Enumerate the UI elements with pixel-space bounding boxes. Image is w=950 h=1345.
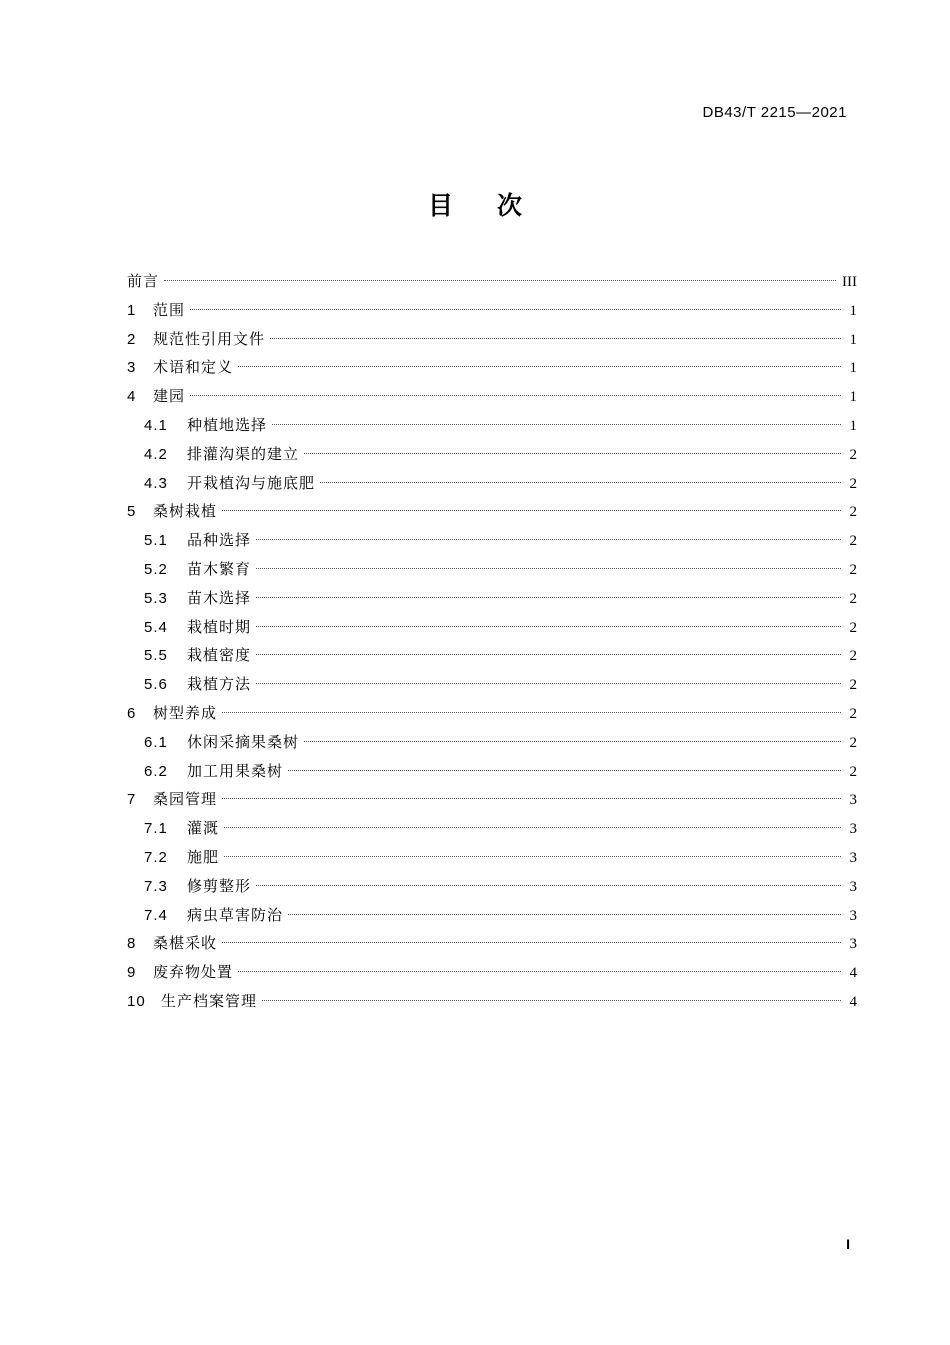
toc-entry-title: 灌溉 — [187, 819, 220, 838]
toc-entry[interactable] — [127, 929, 857, 958]
toc-entry-title: 种植地选择 — [187, 415, 268, 434]
toc-entry-title: 生产档案管理 — [161, 991, 258, 1010]
toc-entry[interactable] — [127, 584, 857, 613]
toc-entry-title: 栽植方法 — [187, 675, 252, 694]
toc-entry-title: 栽植时期 — [187, 617, 252, 636]
toc-entry[interactable] — [127, 785, 857, 814]
toc-entry-page: 1 — [849, 360, 857, 377]
toc-entry[interactable] — [127, 526, 857, 555]
dot-leader — [304, 741, 841, 742]
toc-entry[interactable] — [127, 497, 857, 526]
toc-entry-title: 修剪整形 — [187, 876, 252, 895]
toc-entry[interactable] — [127, 469, 857, 498]
dot-leader — [262, 1000, 841, 1001]
toc-entry[interactable] — [127, 757, 857, 786]
toc-entry-number: 7.2 — [144, 848, 168, 866]
toc-entry-number: 5.1 — [144, 532, 168, 550]
toc-entry-page: 3 — [849, 792, 857, 809]
dot-leader — [224, 827, 841, 828]
toc-entry[interactable] — [127, 872, 857, 901]
toc-entry[interactable] — [127, 728, 857, 757]
toc-entry-page: 2 — [849, 734, 857, 751]
document-code: DB43/T 2215—2021 — [702, 104, 847, 121]
toc-entry-title: 桑椹采收 — [153, 934, 218, 953]
dot-leader — [222, 510, 841, 511]
toc-entry-number: 5.4 — [144, 618, 168, 636]
toc-entry-page: 2 — [849, 648, 857, 665]
toc-entry-title: 排灌沟渠的建立 — [187, 444, 300, 463]
toc-entry-page: 2 — [849, 475, 857, 492]
toc-entry[interactable] — [127, 641, 857, 670]
dot-leader — [256, 597, 841, 598]
toc-entry-page: 3 — [849, 821, 857, 838]
toc-entry-number: 4 — [127, 388, 137, 406]
toc-entry-number: 3 — [127, 359, 137, 377]
toc-entry[interactable] — [127, 843, 857, 872]
toc-entry-page: 4 — [849, 965, 857, 982]
toc-entry-number: 5.3 — [144, 589, 168, 607]
toc-entry[interactable] — [127, 613, 857, 642]
toc-entry-page: 3 — [849, 849, 857, 866]
toc-entry-number: 9 — [127, 964, 137, 982]
toc-entry-number: 4.2 — [144, 445, 168, 463]
toc-entry-page: 2 — [849, 763, 857, 780]
toc-entry-title: 休闲采摘果桑树 — [187, 732, 300, 751]
dot-leader — [238, 971, 841, 972]
dot-leader — [272, 424, 841, 425]
toc-entry-page: 2 — [849, 446, 857, 463]
toc-entry-number: 5.6 — [144, 676, 168, 694]
toc-title: 目次 — [427, 191, 566, 220]
toc-entry-page: 2 — [849, 504, 857, 521]
toc-entry[interactable] — [127, 670, 857, 699]
dot-leader — [256, 885, 841, 886]
toc-entry-title: 品种选择 — [187, 531, 252, 550]
toc-entry-title: 开栽植沟与施底肥 — [187, 473, 316, 492]
toc-entry[interactable] — [127, 411, 857, 440]
dot-leader — [304, 453, 841, 454]
toc-entry-number: 8 — [127, 935, 137, 953]
dot-leader — [164, 280, 836, 281]
toc-entry-page: 2 — [849, 677, 857, 694]
toc-entry-number: 1 — [127, 301, 137, 319]
dot-leader — [256, 654, 841, 655]
toc-entry-number: 6 — [127, 704, 137, 722]
toc-entry-page: 3 — [849, 936, 857, 953]
toc-entry-number: 7.4 — [144, 906, 168, 924]
toc-entry-number: 4.3 — [144, 474, 168, 492]
toc-entry-title: 废弃物处置 — [153, 963, 234, 982]
toc-entry-page: 1 — [849, 417, 857, 434]
toc-entry-page: 4 — [849, 993, 857, 1010]
toc-entry-number: 7.1 — [144, 820, 168, 838]
toc-entry-number: 6.1 — [144, 733, 168, 751]
toc-entry[interactable] — [127, 353, 857, 382]
dot-leader — [238, 366, 841, 367]
toc-entry-page: 3 — [849, 907, 857, 924]
toc-entry-title: 前言 — [127, 272, 160, 290]
toc-entry-number: 5.2 — [144, 560, 168, 578]
toc-entry-number: 6.2 — [144, 762, 168, 780]
toc-entry[interactable] — [127, 325, 857, 354]
toc-entry[interactable] — [127, 440, 857, 469]
dot-leader — [190, 309, 841, 310]
toc-entry-title: 术语和定义 — [153, 358, 234, 377]
toc-entry-title: 病虫草害防治 — [187, 905, 284, 924]
toc-entry-title: 加工用果桑树 — [187, 761, 284, 780]
toc-entry-page: 2 — [849, 533, 857, 550]
toc-entry-page: 2 — [849, 705, 857, 722]
toc-entry-title: 施肥 — [187, 847, 220, 866]
dot-leader — [270, 338, 841, 339]
toc-entry[interactable] — [127, 296, 857, 325]
dot-leader — [256, 626, 841, 627]
dot-leader — [224, 856, 841, 857]
toc-entry-title: 苗木繁育 — [187, 559, 252, 578]
toc-entry[interactable] — [127, 382, 857, 411]
dot-leader — [288, 770, 841, 771]
toc-entry-number: 2 — [127, 330, 137, 348]
dot-leader — [190, 395, 841, 396]
toc-entry-page: III — [842, 274, 857, 290]
toc-entry[interactable] — [127, 555, 857, 584]
toc-entry-page: 1 — [849, 389, 857, 406]
dot-leader — [222, 798, 841, 799]
toc-entry[interactable] — [127, 814, 857, 843]
toc-entry-number: 5 — [127, 503, 137, 521]
toc-entry-title: 规范性引用文件 — [153, 329, 266, 348]
toc-entry-title: 栽植密度 — [187, 646, 252, 665]
toc-entry-page: 2 — [849, 561, 857, 578]
table-of-contents — [127, 267, 857, 1016]
toc-entry-number: 5.5 — [144, 647, 168, 665]
toc-entry-number: 7 — [127, 791, 137, 809]
dot-leader — [256, 539, 841, 540]
toc-entry-number: 10 — [127, 992, 146, 1010]
dot-leader — [288, 914, 841, 915]
toc-entry-title: 桑园管理 — [153, 790, 218, 809]
toc-entry[interactable] — [127, 958, 857, 987]
dot-leader — [222, 712, 841, 713]
dot-leader — [256, 683, 841, 684]
dot-leader — [256, 568, 841, 569]
toc-entry-title: 范围 — [153, 300, 186, 319]
toc-entry-page: 1 — [849, 331, 857, 348]
toc-entry[interactable] — [127, 267, 857, 296]
dot-leader — [320, 482, 841, 483]
toc-entry[interactable] — [127, 699, 857, 728]
toc-entry-title: 树型养成 — [153, 703, 218, 722]
toc-entry-number: 7.3 — [144, 877, 168, 895]
toc-entry-page: 1 — [849, 302, 857, 319]
toc-entry[interactable] — [127, 987, 857, 1016]
toc-entry[interactable] — [127, 901, 857, 930]
toc-entry-page: 3 — [849, 878, 857, 895]
toc-entry-title: 建园 — [153, 387, 186, 406]
dot-leader — [222, 942, 841, 943]
toc-entry-title: 苗木选择 — [187, 588, 252, 607]
page-number: I — [846, 1236, 850, 1252]
toc-entry-page: 2 — [849, 590, 857, 607]
toc-entry-number: 4.1 — [144, 416, 168, 434]
toc-entry-page: 2 — [849, 619, 857, 636]
toc-entry-title: 桑树栽植 — [153, 502, 218, 521]
